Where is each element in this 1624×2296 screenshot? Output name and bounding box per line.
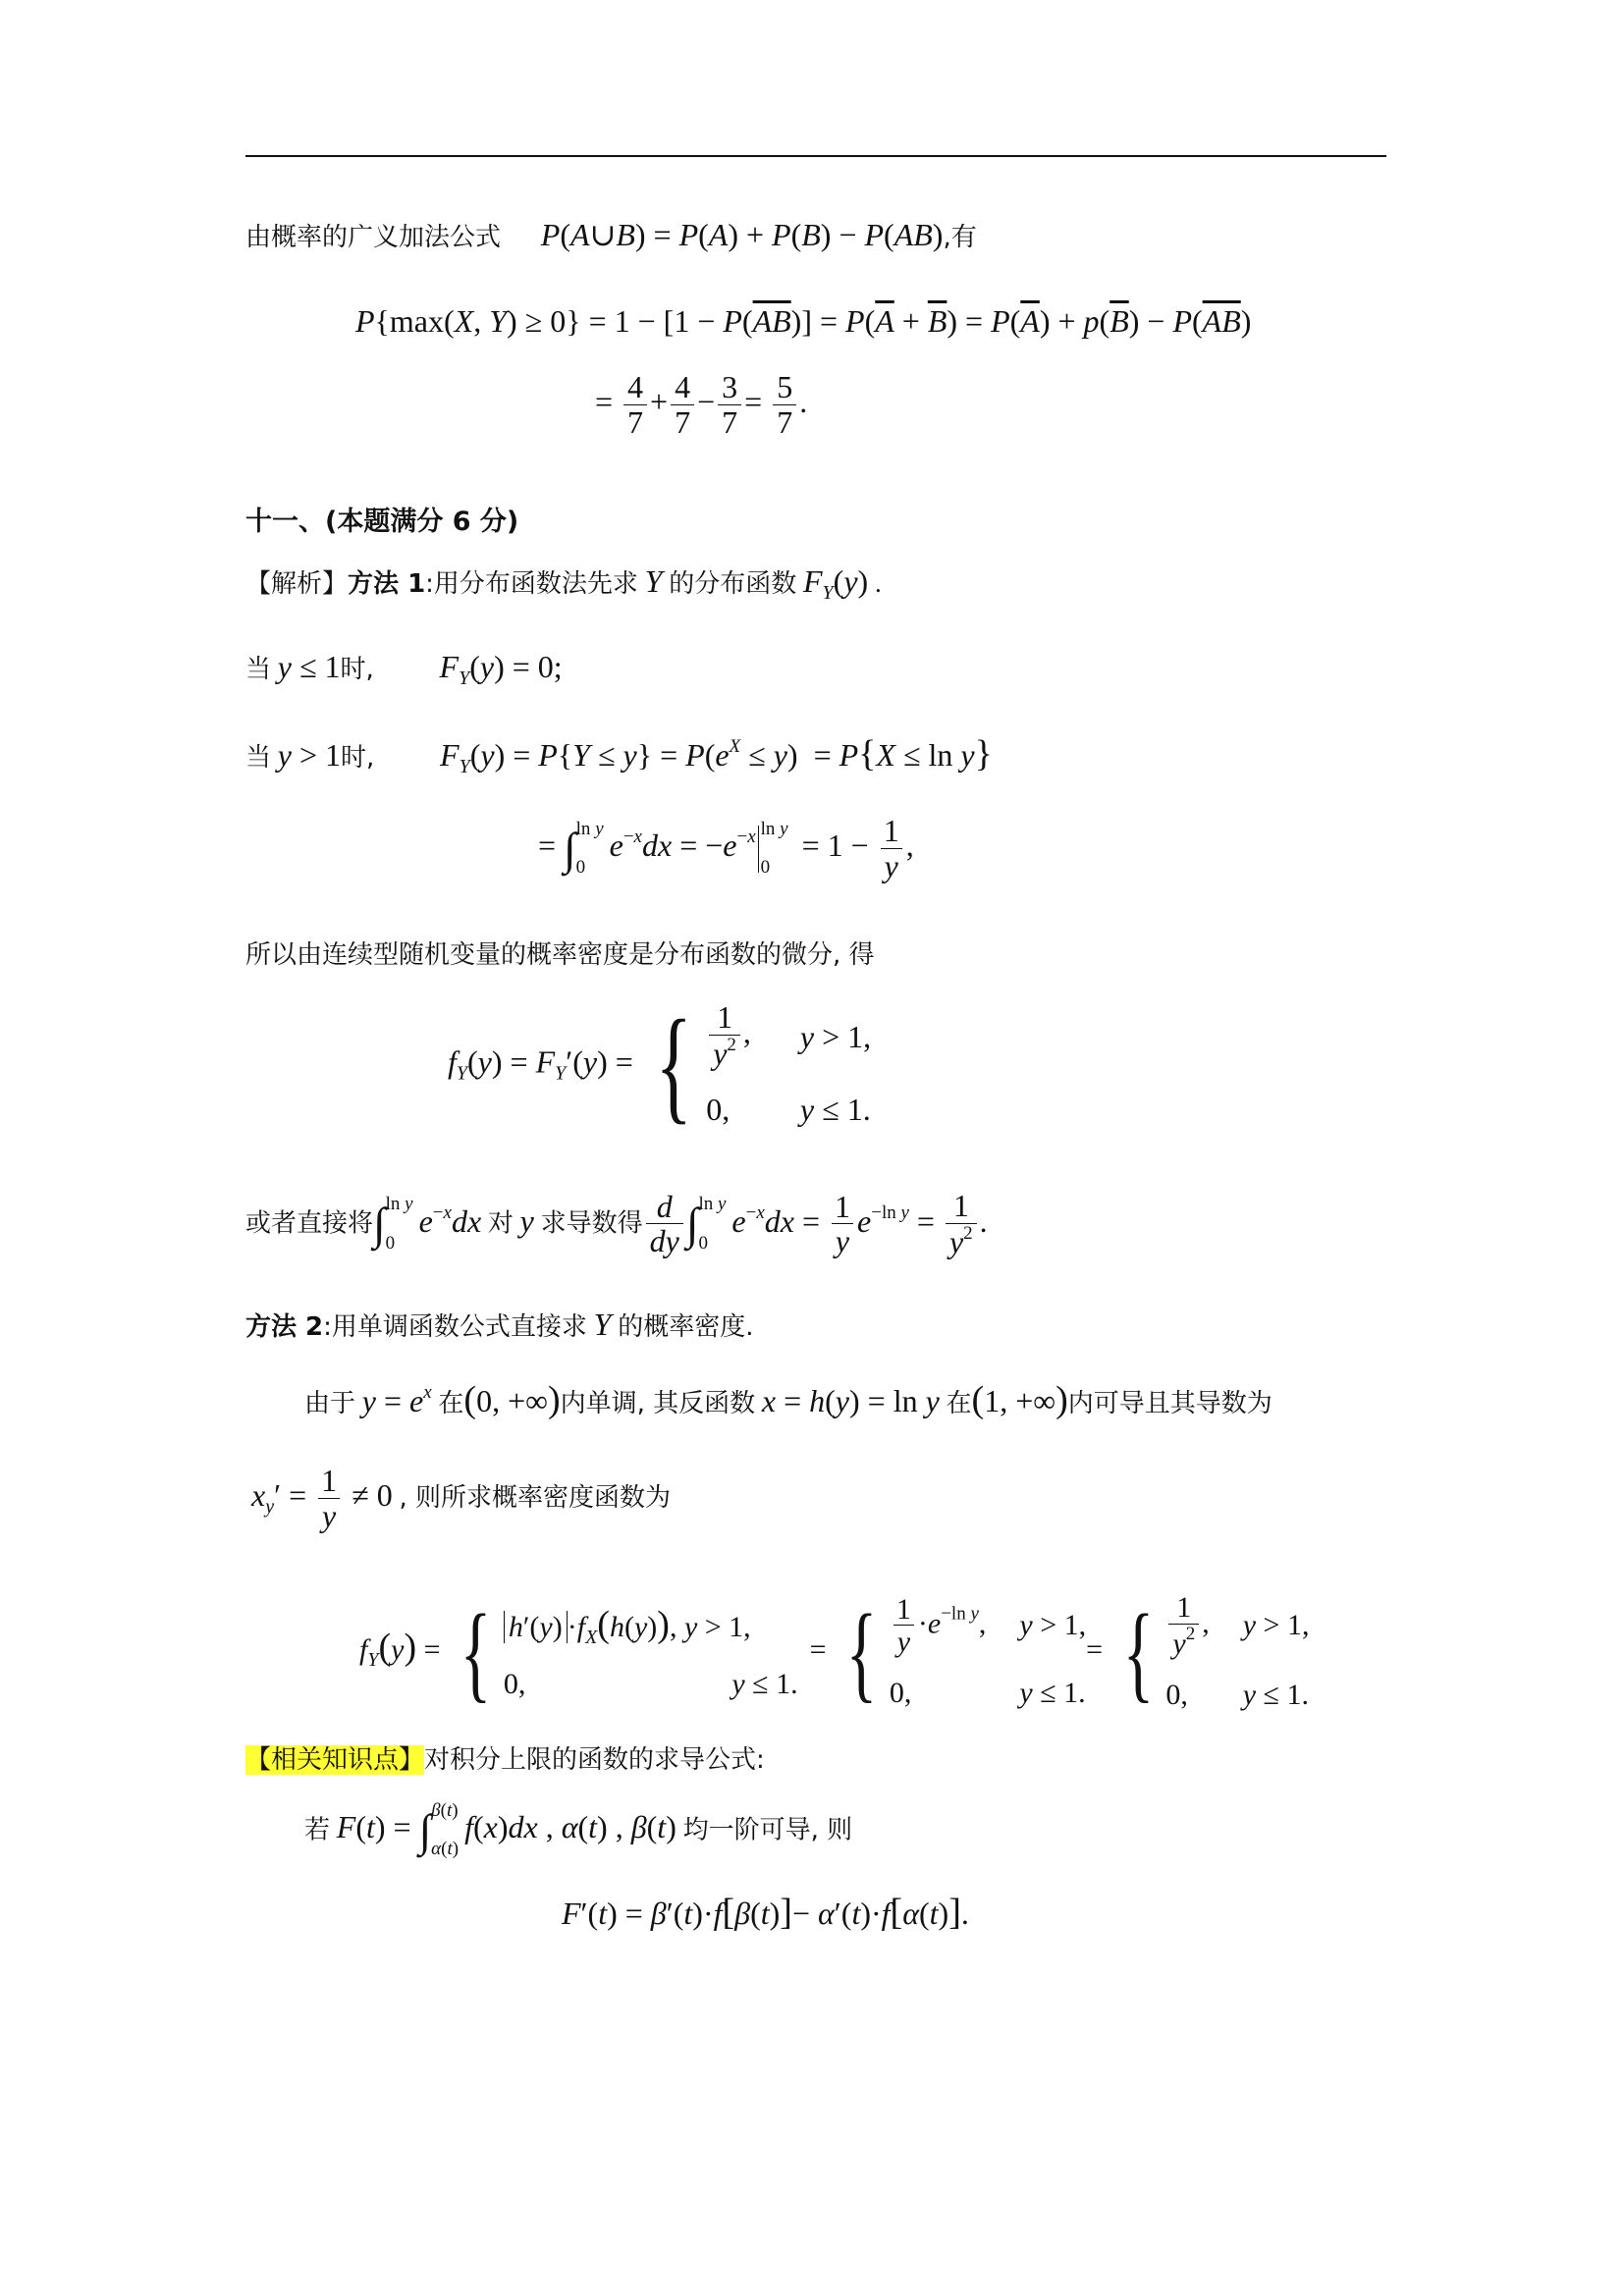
monotone-line: 由于 $y = e^x$ 在(0, +∞)内单调, 其反函数 x = h(y) = ln y 在(1, +∞)内可导且其导数为: [304, 1379, 1272, 1420]
section-title: 十一、(本题满分 6 分): [245, 507, 519, 537]
method2-line: 方法 2:用单调函数公式直接求 Y 的概率密度.: [245, 1307, 754, 1342]
related-label: 【相关知识点】: [245, 1745, 425, 1775]
if-line: 若 F(t) = ∫ β(t) α(t) f(x)dx , α(t) , β(t) 均一阶可导, 则: [304, 1800, 853, 1860]
so-line: 所以由连续型随机变量的概率密度是分布函数的微分, 得: [245, 940, 875, 970]
header-rule: [245, 155, 1386, 157]
leibniz-formula: F′(t) = β′(t)·f[β(t)]− α′(t)·f[α(t)].: [562, 1892, 969, 1933]
or-line: 或者直接将∫ ln y 0 $e^{-x}dx$ 对 y 求导数得 $\frac{d}{dy}$ ∫ ln y 0 $e^{-x}dx$ = $\frac{1}{y}$ $e^{-ln y}$ = $\frac{1}{y^2}$ .: [245, 1188, 988, 1259]
formula-max: P{max(X, $Y) \ge 0\} = 1 - [1 - P(\overline{AB})] = P(\overline{A} + \overline{B}) = P(\overline{A}) + p(\overline{B}) - P(\overline{AB})$: [355, 303, 1252, 339]
method1-line: 【解析】方法 1:用分布函数法先求 Y 的分布函数 $F_Y(y)$ .: [245, 563, 882, 604]
formula-sum: = $\frac{4}{7}$ + $\frac{4}{7}$ − $\frac{3}{7}$ = $\frac{5}{7}$ .: [595, 369, 808, 440]
piecewise-density-1: $f_Y(y) = F_Y'(y)$ = { $\frac{1}{y^2}$ , y > 1, 0, y ≤ 1.: [448, 994, 872, 1136]
related-line: 【相关知识点】对积分上限的函数的求导公式:: [245, 1745, 765, 1775]
integral-line: = ∫ ln y 0 $e^{-x}dx = -e^{-x}$ ln y 0 = 1 − $\frac{1}{y}$ ,: [538, 813, 914, 883]
derivative-line: $x_y'$ = $\frac{1}{y}$ ≠ 0 , 则所求概率密度函数为: [251, 1463, 671, 1533]
piecewise-density-2: $f_Y(y)$ = { $h'(y) \cdot f_X(h(y))$, y > 1, 0, y ≤ 1. = { $\frac{1}{y}$ $\cdot e^{-ln y}$, y > 1, 0, y ≤ 1. = { $\frac{1}{y^2}$ , y > 1, 0, y ≤ 1.: [359, 1591, 1310, 1713]
case-le1: 当 y ≤ 1时, $F_Y(y) = 0$;: [245, 649, 563, 689]
case-gt1: 当 y > 1时, $F_Y(y) = P\{Y \le y\} = P(e^X \le y) = P\{X \le \ln y\}$: [245, 733, 993, 777]
intro-line: 由概率的广义加法公式 P(A∪B) = P(A) + P(B) − P(AB),有: [245, 217, 977, 252]
